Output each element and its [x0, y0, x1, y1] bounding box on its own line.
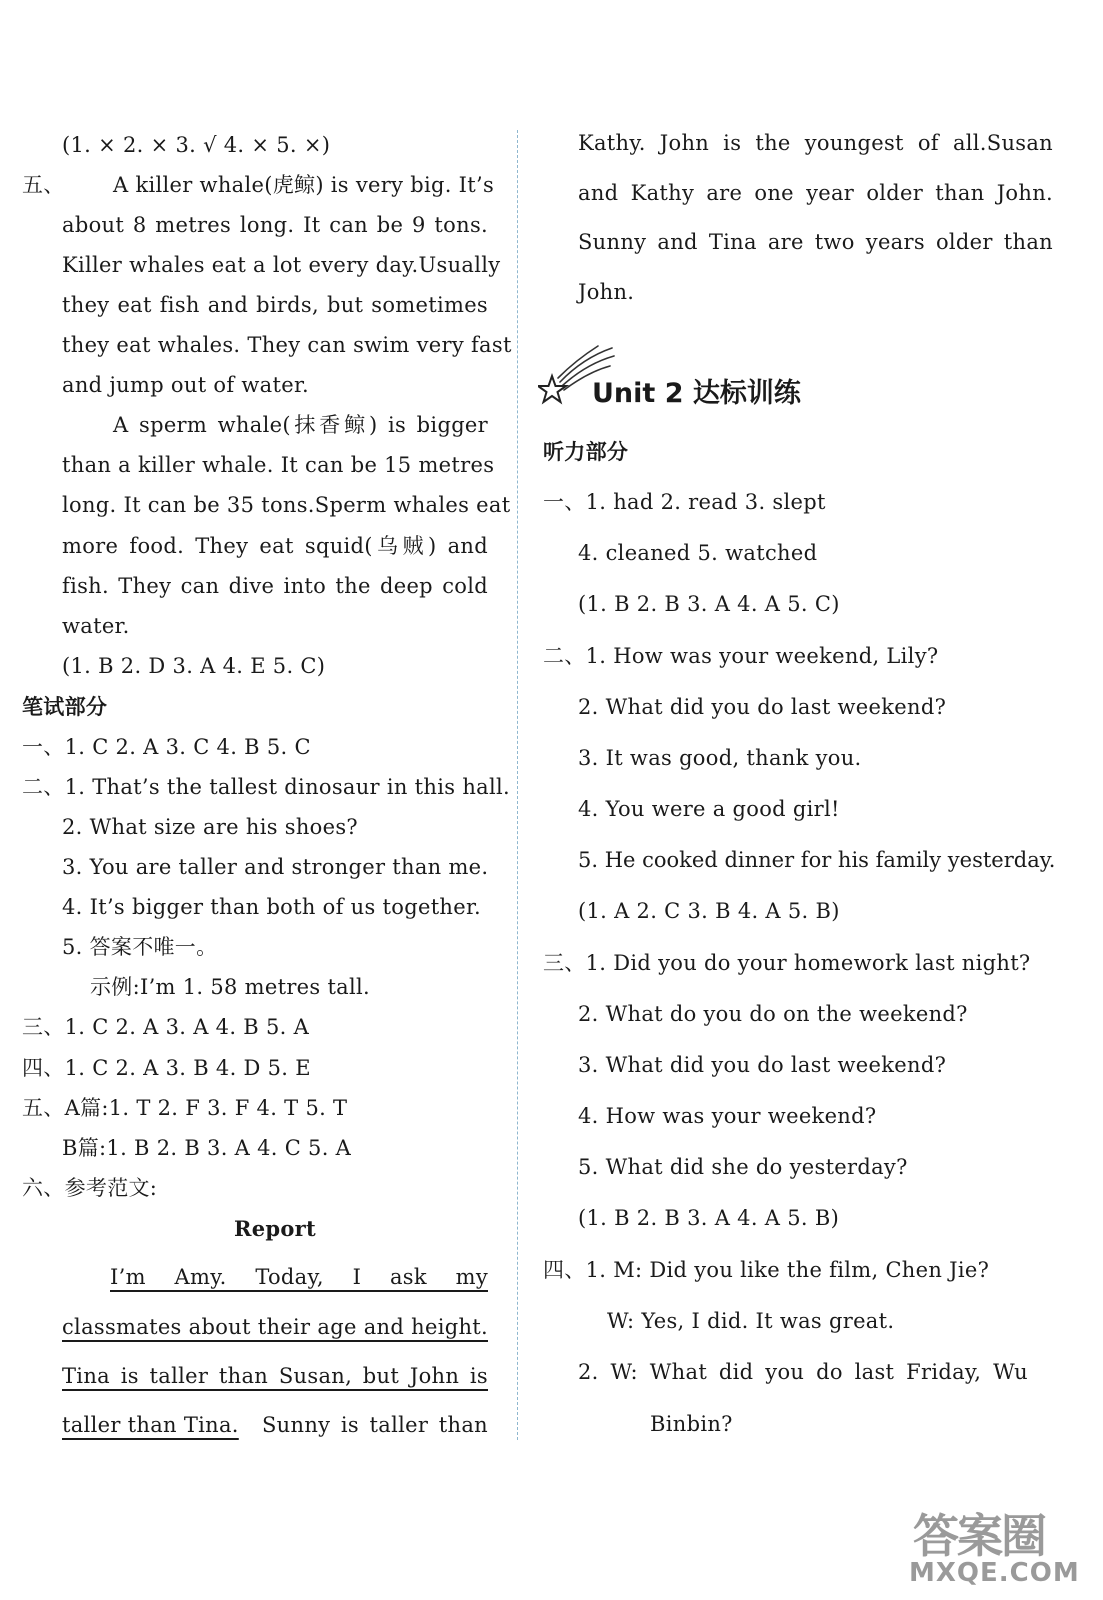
answer-line: 3. It was good, thank you.: [578, 746, 862, 770]
passage-line: A killer whale(虎鲸) is very big. It’s: [113, 173, 495, 197]
answer-line: (1. B 2. B 3. A 4. A 5. C): [578, 592, 840, 616]
report-title: Report: [233, 1216, 317, 1241]
passage-line: about 8 metres long. It can be 9 tons.: [62, 213, 488, 237]
answer-line: 2. What do you do on the weekend?: [578, 1002, 968, 1026]
report-line: taller than Tina.: [62, 1413, 239, 1437]
passage-line: Killer whales eat a lot every day.Usually: [62, 253, 501, 277]
report-line: Sunny and Tina are two years older than: [578, 230, 1053, 254]
answer-line: W: Yes, I did. It was great.: [607, 1309, 895, 1333]
watermark-en: MXQE.COM: [909, 1558, 1080, 1588]
report-line: classmates about their age and height.: [62, 1315, 488, 1339]
passage-line: they eat fish and birds, but sometimes: [62, 293, 488, 317]
section-heading-written: 笔试部分: [22, 695, 108, 719]
answer-line: 示例:I’m 1. 58 metres tall.: [90, 975, 371, 999]
answer-line: 一、1. had 2. read 3. slept: [543, 490, 826, 514]
passage-line: they eat whales. They can swim very fast: [62, 333, 512, 357]
answer-line: 5. 答案不唯一。: [62, 935, 218, 959]
column-divider: [517, 130, 518, 1440]
answer-line: 三、1. C 2. A 3. A 4. B 5. A: [22, 1015, 310, 1039]
report-line: Sunny is taller than: [262, 1413, 488, 1437]
report-line: John.: [578, 280, 635, 304]
answer-line: 2. W: What did you do last Friday, Wu: [578, 1360, 1028, 1384]
answer-line: 五、A篇:1. T 2. F 3. F 4. T 5. T: [22, 1096, 348, 1120]
answer-line: 2. What size are his shoes?: [62, 815, 358, 839]
watermark-logo: [895, 1500, 1095, 1595]
answer-line: Binbin?: [650, 1412, 733, 1436]
answer-line: 三、1. Did you do your homework last night?: [543, 951, 1031, 975]
section-heading-listening: 听力部分: [543, 440, 629, 464]
answer-line: 3. What did you do last weekend?: [578, 1053, 947, 1077]
answer-line: 4. It’s bigger than both of us together.: [62, 895, 481, 919]
report-line: and Kathy are one year older than John.: [578, 181, 1053, 205]
answer-line: (1. A 2. C 3. B 4. A 5. B): [578, 899, 840, 923]
answer-line: 4. cleaned 5. watched: [578, 541, 818, 565]
answer-line: 一、1. C 2. A 3. C 4. B 5. C: [22, 735, 311, 759]
answer-line: 六、参考范文:: [22, 1176, 158, 1200]
answer-line: 4. How was your weekend?: [578, 1104, 877, 1128]
answer-line: (1. B 2. D 3. A 4. E 5. C): [62, 654, 326, 678]
answer-line: 四、1. M: Did you like the film, Chen Jie?: [543, 1258, 990, 1282]
answer-line: 4. You were a good girl!: [578, 797, 840, 821]
watermark-cn: 答案圈: [913, 1509, 1045, 1563]
passage-line: more food. They eat squid(乌贼) and: [62, 534, 488, 558]
answer-line: 二、1. That’s the tallest dinosaur in this hall.: [22, 775, 510, 799]
passage-line: fish. They can dive into the deep cold: [62, 574, 488, 598]
passage-line: and jump out of water.: [62, 373, 309, 397]
passage-line: water.: [62, 614, 130, 638]
passage-line: A sperm whale(抹香鲸) is bigger: [113, 413, 488, 437]
passage-line: than a killer whale. It can be 15 metres: [62, 453, 495, 477]
report-line: I’m Amy. Today, I ask my: [110, 1265, 488, 1289]
answer-line: (1. × 2. × 3. √ 4. × 5. ×): [62, 133, 331, 157]
answer-line: B篇:1. B 2. B 3. A 4. C 5. A: [62, 1136, 352, 1160]
section-number: 五、: [22, 173, 65, 197]
unit-title: Unit 2 达标训练: [592, 378, 801, 409]
answer-line: 2. What did you do last weekend?: [578, 695, 947, 719]
answer-line: 5. He cooked dinner for his family yesterday.: [578, 848, 1056, 872]
report-line: Tina is taller than Susan, but John is: [62, 1364, 488, 1388]
passage-line: long. It can be 35 tons.Sperm whales eat: [62, 493, 511, 517]
report-line: Kathy. John is the youngest of all.Susan: [578, 131, 1053, 155]
answer-line: (1. B 2. B 3. A 4. A 5. B): [578, 1206, 840, 1230]
answer-line: 二、1. How was your weekend, Lily?: [543, 644, 939, 668]
answer-line: 5. What did she do yesterday?: [578, 1155, 908, 1179]
answer-line: 四、1. C 2. A 3. B 4. D 5. E: [22, 1056, 311, 1080]
answer-line: 3. You are taller and stronger than me.: [62, 855, 489, 879]
